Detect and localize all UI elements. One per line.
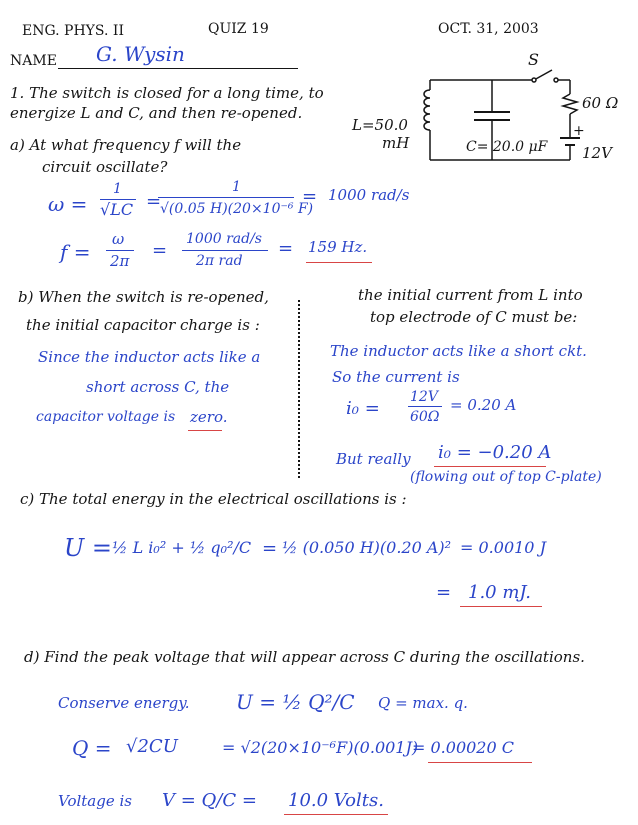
- name-value: G. Wysin: [96, 42, 185, 66]
- U-result-underline: [460, 606, 542, 607]
- name-label: NAME: [10, 53, 57, 69]
- problem-intro-line2: energize L and C, and then re-opened.: [10, 104, 303, 122]
- f-num2: 1000 rad/s: [186, 231, 262, 247]
- conserve-formula: U = ½ Q²/C: [236, 690, 355, 714]
- part-b-answer-line1: Since the inductor acts like a: [38, 348, 261, 366]
- omega-num1: 1: [113, 181, 122, 197]
- f-result-underline: [306, 262, 372, 263]
- omega-den2: √(0.05 H)(20×10⁻⁶ F): [160, 201, 314, 217]
- f-den2: 2π rad: [196, 253, 243, 269]
- part-b-divider: [298, 300, 300, 478]
- omega-eq2: =: [146, 191, 162, 212]
- U-eq2: =: [262, 538, 278, 559]
- part-b-answer-zero: zero.: [190, 408, 228, 426]
- part-c-question: c) The total energy in the electrical oscillations is :: [20, 490, 407, 508]
- Q-lhs: Q =: [72, 736, 112, 760]
- switch-contact: [554, 78, 558, 82]
- V-result: 10.0 Volts.: [288, 790, 384, 811]
- Q-result: = 0.00020 C: [412, 738, 514, 757]
- switch-blade: [534, 70, 552, 80]
- i0-frac-line: [408, 406, 442, 407]
- part-b-question-line1: b) When the switch is re-opened,: [18, 288, 269, 306]
- U-lhs: U =: [64, 534, 112, 562]
- part-b-answer-line2: short across C, the: [86, 378, 230, 396]
- conserve-label: Conserve energy.: [58, 694, 190, 712]
- f-num1: ω: [112, 230, 125, 248]
- i0-lhs: i₀ =: [346, 398, 380, 419]
- name-line: [58, 68, 298, 69]
- battery-plus-label: +: [573, 123, 585, 139]
- really-value-underline: [434, 466, 546, 467]
- capacitor-label: C= 20.0 μF: [466, 139, 548, 155]
- quiz-date: OCT. 31, 2003: [438, 21, 539, 37]
- problem-intro-line1: 1. The switch is closed for a long time, to: [10, 84, 324, 102]
- omega-eq3: =: [302, 186, 318, 207]
- Q-result-underline: [428, 762, 532, 763]
- U-result: 1.0 mJ.: [468, 582, 531, 603]
- V-formula: V = Q/C =: [162, 790, 257, 811]
- battery-label: 12V: [582, 144, 612, 162]
- zero-underline: [188, 430, 222, 431]
- f-eq3: =: [278, 238, 294, 259]
- f-frac-line2: [182, 250, 268, 251]
- part-b-right-question-line1: the initial current from L into: [358, 286, 583, 304]
- omega-frac-line2: [158, 197, 294, 198]
- conserve-note: Q = max. q.: [378, 694, 468, 712]
- inductor-coil: [424, 90, 430, 130]
- part-d-question: d) Find the peak voltage that will appear across C during the oscillations.: [24, 648, 585, 666]
- resistor-zigzag: [563, 94, 577, 114]
- Q-subst: = √2(20×10⁻⁶F)(0.001J): [222, 738, 419, 757]
- U-eq3: = 0.0010 J: [460, 538, 546, 557]
- part-a-question-line2: circuit oscillate?: [42, 158, 168, 176]
- V-result-underline: [284, 814, 388, 815]
- part-b-question-line2: the initial capacitor charge is :: [26, 316, 260, 334]
- V-label: Voltage is: [58, 792, 132, 810]
- f-eq2: =: [152, 240, 168, 261]
- resistor-label: 60 Ω: [582, 94, 619, 112]
- U-result-eq: =: [436, 582, 452, 603]
- U-subst: ½ (0.050 H)(0.20 A)²: [282, 538, 452, 557]
- omega-num2: 1: [232, 179, 241, 195]
- part-a-question-line1: a) At what frequency f will the: [10, 136, 242, 154]
- quiz-number: QUIZ 19: [208, 21, 269, 37]
- i0-result: = 0.20 A: [450, 396, 517, 414]
- i0-den: 60Ω: [410, 409, 440, 425]
- part-b-right-question-line2: top electrode of C must be:: [370, 308, 578, 326]
- inductor-label-unit: mH: [382, 134, 410, 152]
- part-b-right-answer-line1: The inductor acts like a short ckt.: [330, 342, 587, 360]
- omega-den1: √LC: [100, 200, 134, 219]
- part-b-right-answer-line2: So the current is: [332, 368, 460, 386]
- U-formula: ½ L i₀² + ½ q₀²/C: [112, 538, 252, 557]
- really-note: (flowing out of top C-plate): [410, 469, 602, 485]
- inductor-label-value: L=50.0: [352, 116, 408, 134]
- switch-label: S: [528, 50, 539, 69]
- really-value: i₀ = −0.20 A: [438, 442, 552, 463]
- Q-formula: √2CU: [126, 736, 178, 757]
- f-lhs: f =: [60, 240, 91, 264]
- part-b-answer-line3a: capacitor voltage is: [36, 409, 176, 425]
- f-result: 159 Hz.: [308, 238, 368, 256]
- f-frac-line1: [106, 250, 134, 251]
- switch-pivot: [532, 78, 536, 82]
- f-den1: 2π: [110, 252, 130, 270]
- omega-lhs: ω =: [48, 192, 88, 216]
- course-label: ENG. PHYS. II: [22, 23, 124, 39]
- omega-result: 1000 rad/s: [328, 186, 410, 204]
- i0-num: 12V: [410, 389, 438, 405]
- really-label: But really: [336, 450, 411, 468]
